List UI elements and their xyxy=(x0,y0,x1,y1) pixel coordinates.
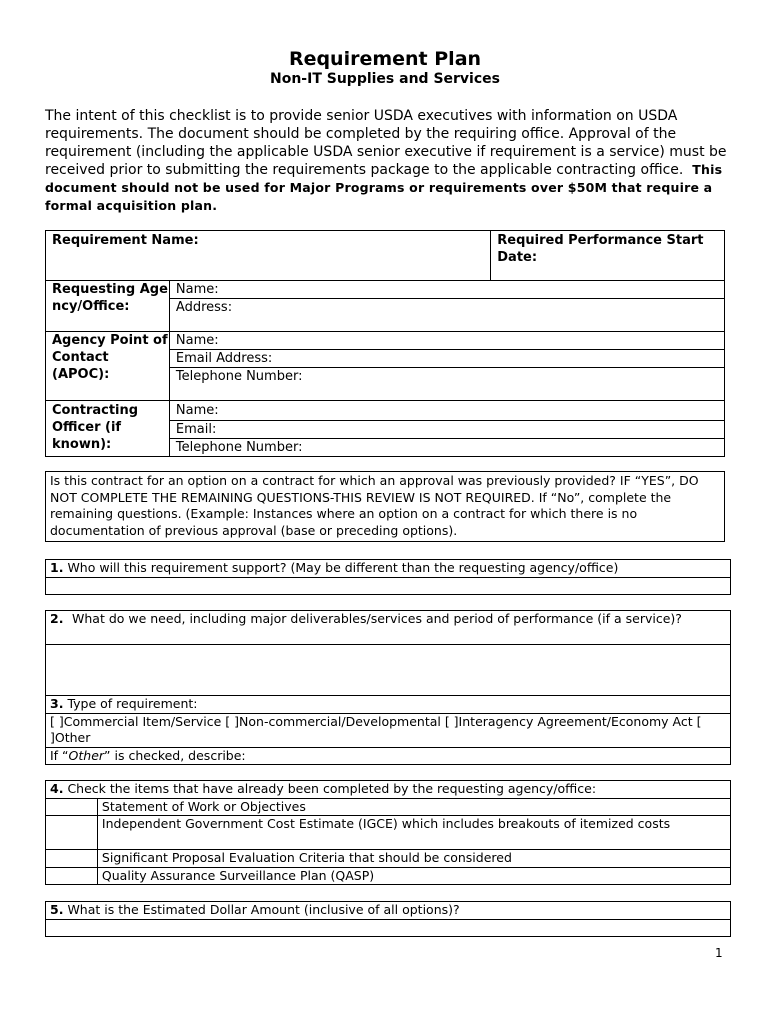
requesting-name-field[interactable]: Name: xyxy=(169,281,724,299)
option-question-box xyxy=(45,471,725,542)
question-3-text: Type of requirement: xyxy=(67,696,198,711)
intro-paragraph xyxy=(45,107,735,215)
question-1-number: 1. xyxy=(50,560,64,575)
checkbox-sow[interactable] xyxy=(46,798,98,816)
apoc-email-field[interactable]: Email Address: xyxy=(169,350,724,368)
checklist-item: Quality Assurance Surveillance Plan (QASP) xyxy=(97,867,730,885)
question-4-text: Check the items that have already been completed by the requesting agency/office: xyxy=(67,781,597,796)
question-2-text: What do we need, including major deliverables/services and period of performance (if a service)? xyxy=(72,611,682,626)
checklist-item: Significant Proposal Evaluation Criteria that should be considered xyxy=(97,850,730,868)
page-title: Requirement Plan xyxy=(288,48,482,70)
checklist-item: Statement of Work or Objectives xyxy=(97,798,730,816)
co-name-field[interactable]: Name: xyxy=(169,401,724,421)
contracting-officer-label: Contracting Officer (if known): xyxy=(46,401,170,457)
checkbox-qasp[interactable] xyxy=(46,867,98,885)
requirement-type-options[interactable]: [ ]Commercial Item/Service [ ]Non-commercial/Developmental [ ]Interagency Agreement/Economy Act [ ]Other xyxy=(46,713,731,747)
intro-text: The intent of this checklist is to provide senior USDA executives with information on USDA requirements. The document should be completed by the requiring office. Approval of the requirement (including the applicable USDA senior executive if requirement is a service) must be received prior to submitting the requirements package to the applicable contracting office. xyxy=(45,108,727,178)
question-2-3-table xyxy=(45,610,731,765)
requesting-address-field[interactable]: Address: xyxy=(169,299,724,332)
question-3-number: 3. xyxy=(50,696,64,711)
other-describe-suffix: ” is checked, describe: xyxy=(104,747,246,763)
question-5-answer-field[interactable] xyxy=(46,919,731,936)
contact-info-table xyxy=(45,230,725,457)
co-email-field[interactable]: Email: xyxy=(169,421,724,439)
question-5-number: 5. xyxy=(50,902,64,917)
question-1-answer-field[interactable] xyxy=(46,577,731,594)
other-describe-prefix: If “ xyxy=(50,747,69,763)
requirement-name-field[interactable]: Requirement Name: xyxy=(46,231,491,281)
question-2-number: 2. xyxy=(50,611,64,626)
checkbox-evaluation-criteria[interactable] xyxy=(46,850,98,868)
required-start-date-field[interactable]: Required Performance Start Date: xyxy=(491,231,725,281)
option-question-text: Is this contract for an option on a contract for which an approval was previously provided? IF “YES”, DO NOT COMPLETE THE REMAINING QUESTIONS-THIS REVIEW IS NOT REQUIRED. If “No”, complete the remaining questions. (Example: Instances where an option on a contract for which there is no documentation of previous approval (base or preceding options). xyxy=(50,473,699,538)
question-1-table xyxy=(45,559,731,595)
question-5-text: What is the Estimated Dollar Amount (inclusive of all options)? xyxy=(67,902,460,917)
question-4-number: 4. xyxy=(50,781,64,796)
other-describe-word: Other xyxy=(68,747,105,763)
page-subtitle: Non-IT Supplies and Services xyxy=(270,71,500,87)
question-5-table xyxy=(45,901,731,937)
apoc-phone-field[interactable]: Telephone Number: xyxy=(169,368,724,401)
question-2-answer-field[interactable] xyxy=(46,645,731,696)
question-4-table xyxy=(45,780,731,885)
apoc-label: Agency Point of Contact (APOC): xyxy=(46,332,170,401)
other-describe-field[interactable] xyxy=(46,747,731,765)
requesting-agency-label: Requesting Agency/Office: xyxy=(46,281,170,332)
co-phone-field[interactable]: Telephone Number: xyxy=(169,439,724,457)
checklist-item: Independent Government Cost Estimate (IGCE) which includes breakouts of itemized costs xyxy=(97,816,730,850)
checkbox-igce[interactable] xyxy=(46,816,98,850)
intro-bold-warning: This document should not be used for Major Programs or requirements over $50M that require a formal acquisition plan. xyxy=(45,162,723,213)
page-number: 1 xyxy=(715,946,723,960)
question-1-text: Who will this requirement support? (May be different than the requesting agency/office) xyxy=(67,560,619,575)
apoc-name-field[interactable]: Name: xyxy=(169,332,724,350)
